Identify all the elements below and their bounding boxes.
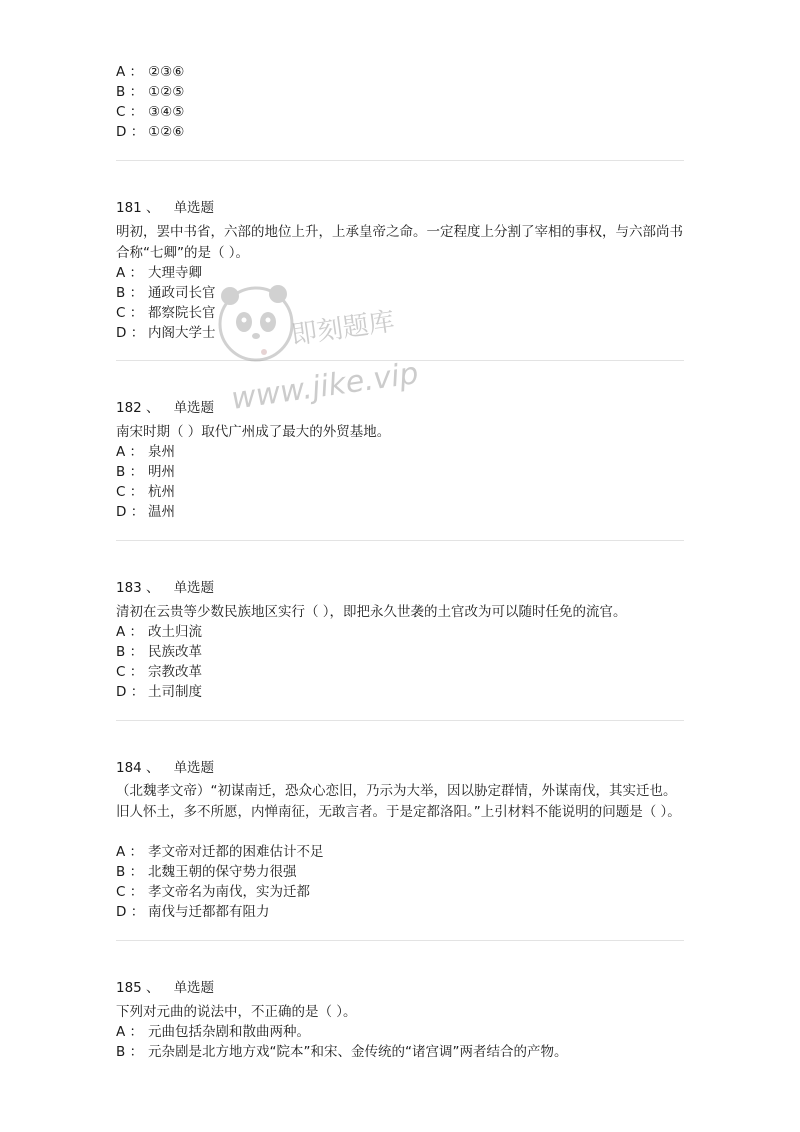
option-c: C ： 都察院长官: [116, 305, 216, 321]
option-b: B ： ①②⑤: [116, 84, 185, 100]
question-header: 182 、 单选题: [116, 400, 215, 416]
watermark-svg: [212, 278, 432, 428]
option-c: C ： 宗教改革: [116, 664, 202, 680]
option-c: C ： 杭州: [116, 484, 175, 500]
option-a: A ： 泉州: [116, 444, 175, 460]
option-b: B ： 民族改革: [116, 644, 202, 660]
question-stem: （北魏孝文帝）“初谋南迁，恐众心恋旧，乃示为大举，因以胁定群情，外谋南伐，其实迁也。旧人怀土，多不所愿，内惮南征，无敢言者。于是定都洛阳。”上引材料不能说明的问题是（ ）。: [116, 783, 681, 820]
question-header: 184 、 单选题: [116, 760, 215, 776]
watermark-url: www.jike.vip: [229, 355, 421, 417]
option-d: D ： 温州: [116, 504, 175, 520]
option-c: C ： 孝文帝名为南伐，实为迁都: [116, 884, 310, 900]
option-d: D ： 土司制度: [116, 684, 202, 700]
divider: [116, 160, 684, 161]
panda-icon: [220, 285, 292, 360]
question-header: 183 、 单选题: [116, 580, 215, 596]
option-a: A ： 元曲包括杂剧和散曲两种。: [116, 1024, 310, 1040]
option-c: C ： ③④⑤: [116, 104, 185, 120]
option-d: D ： 内阁大学士: [116, 325, 216, 341]
option-a: A ： ②③⑥: [116, 64, 185, 80]
option-a: A ： 改土归流: [116, 624, 202, 640]
option-b: B ： 明州: [116, 464, 175, 480]
watermark-brand: 即刻题库: [289, 306, 397, 351]
watermark: [212, 278, 432, 428]
option-a: A ： 孝文帝对迁都的困难估计不足: [116, 844, 324, 860]
question-stem: 南宋时期（ ）取代广州成了最大的外贸基地。: [116, 424, 391, 440]
option-d: D ： ①②⑥: [116, 124, 185, 140]
option-b: B ： 元杂剧是北方地方戏“院本”和宋、金传统的“诸宫调”两者结合的产物。: [116, 1044, 568, 1060]
option-b: B ： 北魏王朝的保守势力很强: [116, 864, 297, 880]
divider: [116, 540, 684, 541]
question-header: 185 、 单选题: [116, 980, 215, 996]
question-stem: 明初，罢中书省，六部的地位上升，上承皇帝之命。一定程度上分割了宰相的事权，与六部尚书合称“七卿”的是（ ）。: [116, 224, 683, 261]
question-stem: 下列对元曲的说法中，不正确的是（ ）。: [116, 1004, 357, 1020]
question-stem: 清初在云贵等少数民族地区实行（ ），即把永久世袭的土官改为可以随时任免的流官。: [116, 604, 627, 620]
option-d: D ： 南伐与迁都都有阻力: [116, 904, 270, 920]
divider: [116, 940, 684, 941]
question-header: 181 、 单选题: [116, 200, 215, 216]
option-a: A ： 大理寺卿: [116, 265, 202, 281]
divider: [116, 720, 684, 721]
option-b: B ： 通政司长官: [116, 285, 216, 301]
